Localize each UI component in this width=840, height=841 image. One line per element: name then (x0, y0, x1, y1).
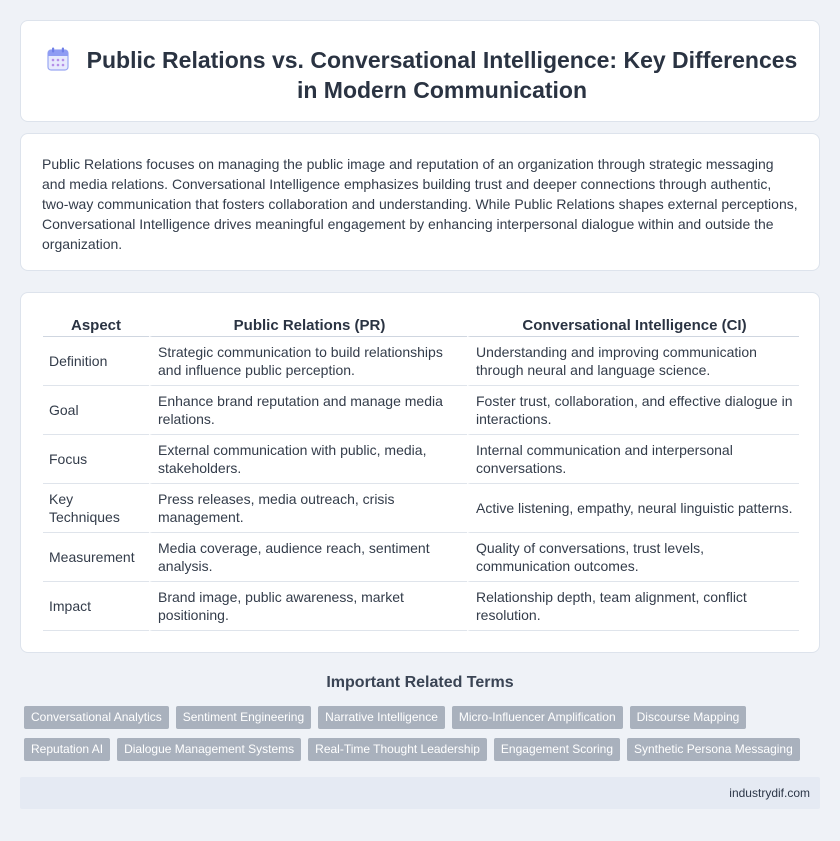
related-term-tag[interactable]: Dialogue Management Systems (117, 738, 301, 761)
ci-cell: Foster trust, collaboration, and effective dialogue in interactions. (467, 386, 799, 435)
ci-cell: Internal communication and interpersonal conversations. (467, 435, 799, 484)
pr-cell: Brand image, public awareness, market positioning. (149, 582, 467, 631)
table-row (43, 386, 799, 435)
table-row (43, 435, 799, 484)
comparison-table-card (20, 292, 820, 653)
calendar-icon (47, 47, 69, 71)
footer (20, 777, 820, 809)
ci-cell: Active listening, empathy, neural linguistic patterns. (467, 484, 799, 533)
table-row (43, 337, 799, 386)
ci-cell: Quality of conversations, trust levels, communication outcomes. (467, 533, 799, 582)
related-term-tag[interactable]: Engagement Scoring (494, 738, 620, 761)
related-term-tag[interactable]: Reputation AI (24, 738, 110, 761)
source-credit[interactable]: industrydif.com (729, 786, 810, 800)
related-term-tag[interactable]: Narrative Intelligence (318, 706, 445, 729)
comparison-table (43, 315, 799, 631)
table-row (43, 533, 799, 582)
table-row (43, 484, 799, 533)
table-row (43, 582, 799, 631)
header-card (20, 20, 820, 122)
pr-cell: Enhance brand reputation and manage media relations. (149, 386, 467, 435)
related-term-tag[interactable]: Micro-Influencer Amplification (452, 706, 623, 729)
related-terms-title: Important Related Terms (326, 674, 514, 691)
pr-cell: Press releases, media outreach, crisis management. (149, 484, 467, 533)
ci-cell: Understanding and improving communication through neural and language science. (467, 337, 799, 386)
page-title: Public Relations vs. Conversational Intelligence: Key Differences in Modern Communication (86, 47, 798, 103)
related-term-tag[interactable]: Real-Time Thought Leadership (308, 738, 487, 761)
aspect-cell: Definition (43, 337, 149, 386)
intro-paragraph: Public Relations focuses on managing the public image and reputation of an organization through strategic messaging and media relations. Conversational Intelligence emphasizes building trust and deeper connections through authentic, two-way communication that fosters collaboration and understanding. While Public Relations shapes external perceptions, Conversational Intelligence drives meaningful engagement by enhancing interpersonal dialogue within and outside the organization. (42, 156, 798, 252)
tag-row (24, 706, 820, 729)
table-header-row (43, 315, 799, 337)
ci-cell: Relationship depth, team alignment, conflict resolution. (467, 582, 799, 631)
column-header-aspect: Aspect (43, 315, 149, 337)
related-term-tag[interactable]: Sentiment Engineering (176, 706, 311, 729)
aspect-cell: Goal (43, 386, 149, 435)
related-term-tag[interactable]: Discourse Mapping (630, 706, 747, 729)
related-terms-list (24, 706, 820, 770)
aspect-cell: Key Techniques (43, 484, 149, 533)
tag-row (24, 738, 820, 761)
aspect-cell: Impact (43, 582, 149, 631)
intro-card (20, 133, 820, 271)
related-term-tag[interactable]: Conversational Analytics (24, 706, 169, 729)
column-header-ci: Conversational Intelligence (CI) (467, 315, 799, 337)
pr-cell: Media coverage, audience reach, sentiment analysis. (149, 533, 467, 582)
related-term-tag[interactable]: Synthetic Persona Messaging (627, 738, 800, 761)
pr-cell: Strategic communication to build relationships and influence public perception. (149, 337, 467, 386)
pr-cell: External communication with public, media, stakeholders. (149, 435, 467, 484)
column-header-pr: Public Relations (PR) (149, 315, 467, 337)
aspect-cell: Measurement (43, 533, 149, 582)
aspect-cell: Focus (43, 435, 149, 484)
